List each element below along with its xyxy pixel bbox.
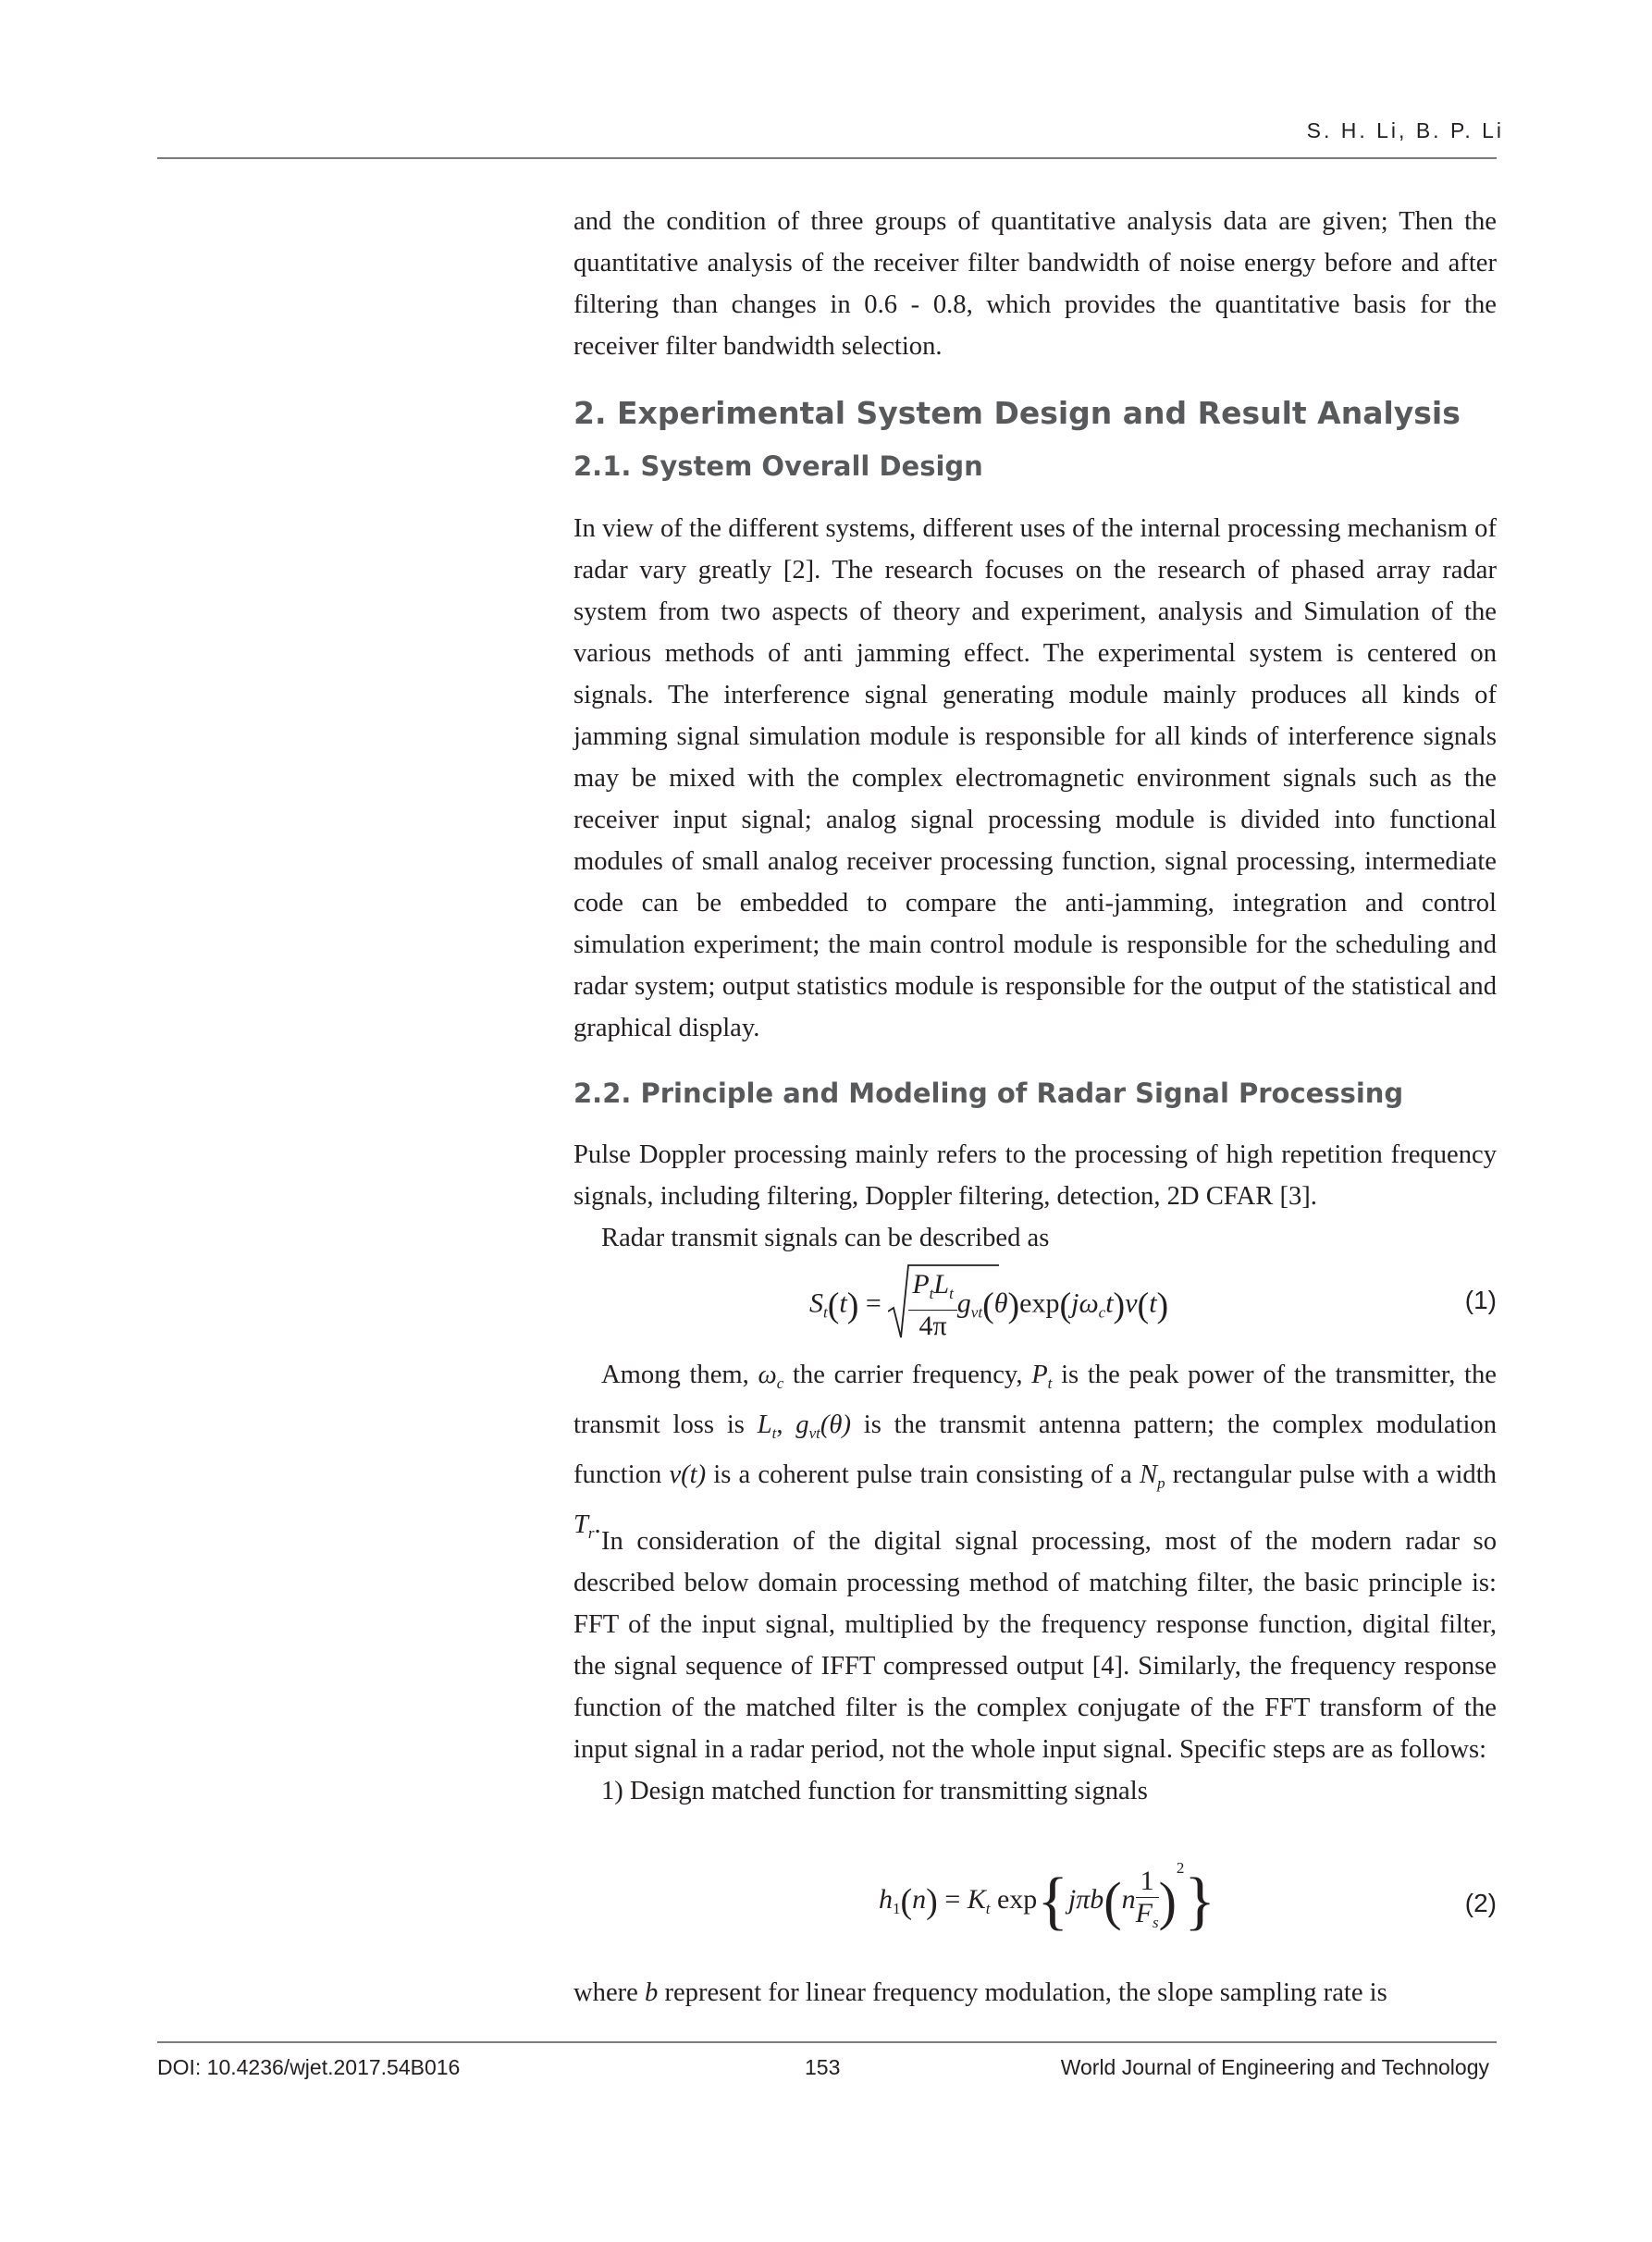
subsection-2-2-heading-block bbox=[573, 1078, 1497, 1109]
subsection-heading: 2.2. Principle and Modeling of Radar Signal Processing bbox=[573, 1078, 1404, 1109]
subsection-2-1-heading-block bbox=[573, 450, 1497, 482]
intro-block bbox=[573, 201, 1497, 367]
body-paragraph: In consideration of the digital signal processing, most of the modern radar so described below domain processing method of matching filter, the basic principle is: FFT of the input signal, multiplied by the frequency response function, digital filter, the signal sequence of IFFT compressed output [4]. Similarly, the frequency response function of the matched filter is the complex conjugate of the FFT transform of the input signal in a radar period, not the whole input signal. Specific steps are as follows: bbox=[573, 1527, 1497, 1764]
equation-1 bbox=[573, 1265, 1497, 1349]
footer-doi: DOI: 10.4236/wjet.2017.54B016 bbox=[157, 2055, 461, 2079]
body-paragraph: Radar transmit signals can be described as bbox=[601, 1224, 1050, 1252]
subsection-2-2-body bbox=[573, 1134, 1497, 1259]
equation-2-formula: $h_1(n) = K_t$ exp{jπb(n $\frac{1}{F_s}$ )$^2$} bbox=[879, 1859, 1216, 1938]
intro-paragraph: and the condition of three groups of quantitative analysis data are given; Then the quantitative analysis of the receiver filter bandwidth of noise energy before and after filtering than changes in 0.6 - 0.8, which provides the quantitative basis for the receiver filter bandwidth selection. bbox=[573, 207, 1497, 361]
section-heading: 2. Experimental System Design and Result Analysis bbox=[573, 395, 1461, 431]
body-paragraph: Pulse Doppler processing mainly refers to the processing of high repetition frequency signals, including filtering, Doppler filtering, detection, 2D CFAR [3]. bbox=[573, 1140, 1497, 1211]
section-2-heading-block bbox=[573, 395, 1497, 431]
footer-page-number: 153 bbox=[805, 2055, 841, 2079]
footer-rule bbox=[157, 2041, 1497, 2043]
running-header-authors: S. H. Li, B. P. Li bbox=[1306, 118, 1504, 142]
method-block bbox=[573, 1521, 1497, 1812]
header-rule bbox=[157, 157, 1497, 159]
equation-2 bbox=[573, 1859, 1497, 1961]
body-paragraph: where b represent for linear frequency modulation, the slope sampling rate is bbox=[573, 1978, 1387, 2007]
step-item: 1) Design matched function for transmitting signals bbox=[601, 1777, 1148, 1805]
body-paragraph: In view of the different systems, different uses of the internal processing mechanism of radar vary greatly [2]. The research focuses on the research of phased array radar system from two aspects of theory and experiment, analysis and Simulation of the various methods of anti jamming effect. The experimental system is centered on signals. The interference signal generating module mainly produces all kinds of jamming signal simulation module is responsible for all kinds of interference signals may be mixed with the complex electromagnetic environment signals such as the receiver input signal; analog signal processing module is divided into functional modules of small analog receiver processing function, signal processing, intermediate code can be embedded to compare the anti-jamming, integration and control simulation experiment; the main control module is responsible for the scheduling and radar system; output statistics module is responsible for the output of the statistical and graphical display. bbox=[573, 514, 1497, 1042]
where-block bbox=[573, 1972, 1497, 2014]
footer-journal: World Journal of Engineering and Technology bbox=[1060, 2055, 1489, 2079]
equation-1-formula: $S_t(t)$ = $\frac{P_tL_t}{4\pi}$ $g_{vt}(\theta)\exp(j\omega_ct)v(t)$ bbox=[809, 1269, 1168, 1342]
symbol-definition-paragraph: Among them, $\omega_c$ the carrier frequency, $P_t$ is the peak power of the transmitter, the transmit loss is $L_t$, $g_{vt}(\theta)$ is the transmit antenna pattern; the complex modulation function v(t) is a coherent pulse train consisting of a $N_p$ rectangular pulse with a width $T_r$. bbox=[573, 1361, 1497, 1542]
subsection-heading: 2.1. System Overall Design bbox=[573, 450, 983, 482]
equation-number: (2) bbox=[1464, 1889, 1497, 1917]
subsection-2-1-body bbox=[573, 508, 1497, 1049]
equation-number: (1) bbox=[1464, 1286, 1497, 1314]
